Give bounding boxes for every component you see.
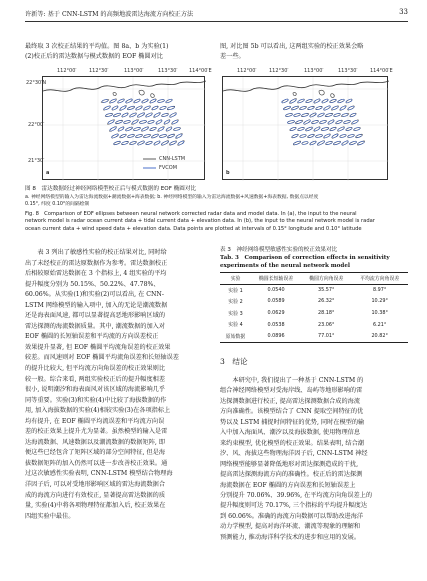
- legend-label-fvcom: FVCOM: [159, 165, 178, 171]
- text-line: 图, 对比图 5b 可以看出, 这两组实验的校正效果会略: [220, 43, 364, 50]
- eof-ellipse: [137, 140, 145, 145]
- eof-ellipse: [297, 99, 304, 104]
- eof-ellipse: [323, 105, 331, 111]
- eof-ellipse: [307, 106, 315, 111]
- table-row: [220, 307, 408, 319]
- eof-ellipse: [103, 106, 110, 111]
- panel-label-b: b: [226, 170, 230, 176]
- text-line: 海流数据在 EOF 椭圆的方向误差和长短轴误差上: [220, 481, 356, 489]
- eof-ellipse: [153, 112, 161, 118]
- table-row: [220, 284, 408, 296]
- table-cell: 28.18°: [318, 310, 335, 317]
- text-line: 成的海流方向进行有效校正, 显著提高雷达数据的质: [25, 491, 166, 499]
- eof-ellipse: [109, 126, 116, 131]
- eof-ellipse: [135, 106, 142, 111]
- eof-ellipse: [161, 140, 169, 145]
- text-line: 势以及 LSTM 捕捉时间特征的优势, 同时在模型的输: [220, 418, 365, 426]
- legend-swatches: [143, 154, 157, 174]
- eof-ellipse: [178, 141, 185, 146]
- eof-ellipse: [340, 134, 347, 138]
- text-line: 提升幅度则可达 70.17%, 三个指标的平均提升幅度达: [220, 502, 368, 510]
- eof-ellipse: [153, 140, 160, 145]
- column-header: 平均流方向角误差: [351, 273, 408, 285]
- eof-ellipse: [125, 98, 133, 103]
- text-line: 洋因子后, 可以对受地形影响区域的雷达海流数据合: [25, 481, 166, 489]
- eof-ellipse: [111, 133, 119, 138]
- eof-ellipse: [169, 112, 177, 118]
- page-number: 33: [399, 8, 408, 16]
- table-cell: 10.29°: [371, 298, 388, 305]
- text-line: 拔数据矩阵的加入仍然可以进一步改善校正效果。通: [25, 459, 168, 467]
- coastline: [223, 81, 389, 91]
- eof-ellipse: [325, 113, 334, 118]
- text-line: 四组实验中最佳。: [25, 512, 75, 520]
- x-tick-label: 114°00′E: [370, 68, 393, 74]
- eof-ellipse: [132, 120, 139, 125]
- map-legend: [143, 154, 203, 174]
- eof-ellipse: [111, 105, 118, 110]
- text-line: (2)校正后的雷达数据与模式数据的 EOF 椭圆对比: [25, 53, 163, 61]
- x-tick-label: 113°30′: [338, 68, 358, 74]
- results-table: [220, 272, 408, 343]
- eof-ellipse: [137, 112, 145, 117]
- text-line: 同等重要。实验(3)和实验(4)中比较了海拔数据的作: [25, 396, 167, 404]
- text-line: 到 60.06%。准确的海流方向数据可以帮助改进海洋: [220, 512, 364, 520]
- eof-ellipse: [155, 119, 162, 124]
- column-header: 椭圆长短轴误差: [251, 273, 301, 285]
- conclusion-paragraph: [220, 376, 408, 543]
- section-title-conclusion: 3 结论: [220, 357, 248, 366]
- text-line: 组合神经网络模型对受海岸线、岛屿等地形影响的雷: [220, 387, 363, 395]
- text-line: experiments of the neural network model: [220, 263, 351, 269]
- eof-ellipse: [283, 106, 291, 111]
- table-cell: 原始数据: [220, 330, 251, 342]
- eof-ellipse: [161, 113, 169, 118]
- table-row: [220, 296, 408, 308]
- text-line: EOF 椭圆的长短轴误差和平均流的方向误差校正: [25, 333, 159, 341]
- eof-ellipse: [313, 98, 321, 103]
- table-header-row: [220, 273, 408, 285]
- column-header: 椭圆方向角误差: [301, 273, 351, 285]
- table-cell: 10.38°: [371, 310, 388, 317]
- eof-ellipse: [149, 127, 156, 132]
- text-line: 60.06%。从实验(1)和实验(2)可以看出, 在 CNN-: [25, 291, 164, 299]
- eof-ellipse: [135, 134, 143, 138]
- text-line: Tab. 3 Comparison of correction effects in sensitivity: [220, 255, 390, 261]
- eof-ellipse: [354, 127, 361, 131]
- x-tick-label: 112°00′: [237, 68, 257, 74]
- eof-ellipse: [289, 98, 297, 104]
- text-line: 本研究中, 我们提出了一种基于 CNN-LSTM 的: [220, 377, 364, 384]
- text-line: 提升幅度分别为 50.15%、50.22%、47.78%、: [25, 280, 160, 288]
- table-cell: 0.0896: [251, 330, 301, 342]
- running-header-authors: 许新等: 基于 CNN-LSTM 的高频地波雷达海流方向校正方法: [25, 11, 194, 18]
- eof-ellipse: [175, 133, 182, 138]
- eof-ellipse: [127, 134, 135, 138]
- text-line: 入中加入海面风、潮汐以及海拔数据, 使用物理信息: [220, 429, 361, 437]
- figure-caption-en: [25, 211, 408, 233]
- running-header: [25, 8, 408, 22]
- table-cell: 实验 3: [228, 310, 243, 317]
- y-tick-label: 21°30′: [28, 158, 45, 164]
- text-line: 差的校正效果上提升尤为显著。虽然模型的输入是雷: [25, 428, 168, 436]
- eof-ellipse: [333, 113, 341, 117]
- text-line: 后相较原始雷达数据在 3 个指标上, 4 组实验的平均: [25, 270, 167, 278]
- eof-ellipse: [321, 98, 328, 103]
- eof-ellipse: [297, 127, 305, 132]
- text-line: 最终取 3 次校正结果的平均值。图 8a、b 为实验(1): [25, 43, 169, 50]
- eof-ellipse: [107, 119, 115, 125]
- table-cell: 23.06°: [318, 321, 335, 328]
- table-cell: 77.01°: [301, 330, 351, 342]
- eof-ellipse: [115, 120, 123, 125]
- eof-ellipse: [121, 141, 129, 146]
- table-cell: 0.0538: [267, 321, 285, 328]
- legend-label-cnn-lstm: CNN-LSTM: [159, 156, 186, 162]
- text-line: 便这些已经包含了矩阵区域的部分空间特征, 但是海: [25, 449, 166, 457]
- eof-ellipse: [343, 120, 351, 124]
- text-line: 量, 实验(4)中将各项物理特征都加入后, 校正效果在: [25, 502, 166, 510]
- eof-ellipse: [339, 105, 347, 111]
- eof-ellipse: [117, 99, 124, 104]
- eof-ellipse: [314, 126, 321, 131]
- text-line: 的提升比较大, 但平均流方向角误差的校正效果则比: [25, 365, 166, 373]
- x-tick-label: 112°00′: [57, 68, 77, 74]
- eof-ellipse: [118, 126, 125, 131]
- table-cell: 实验 1: [228, 287, 243, 294]
- text-line: network model is radar ocean current data + tidal current data + elevation data. In (b), the input to the neural network model is radar: [25, 218, 375, 225]
- text-line: 表 3 列出了敏感性实验的校正结果对比, 同时给: [25, 249, 167, 256]
- text-line: 还是海表面风速, 都可以显著提高恶地形影响区域的: [25, 312, 166, 320]
- eof-ellipse: [125, 127, 133, 132]
- eof-ellipse: [143, 106, 150, 111]
- table-caption-en: [220, 254, 408, 270]
- eof-ellipse: [122, 113, 129, 118]
- eof-ellipse: [119, 105, 127, 112]
- eof-ellipse: [172, 120, 179, 125]
- text-line: 0.15°, 纬度 0.10°的间隔绘制: [25, 202, 90, 207]
- eof-ellipse-field: [101, 98, 185, 146]
- eof-ellipse: [301, 113, 309, 118]
- text-line: ocean current data + wind speed data + elevation data. Data points are plotted at intervals of 0.15° longitude and 0.10° latitude: [25, 225, 362, 232]
- text-line: 雷达探测的海流数据质量。其中, 潮流数据的加入对: [25, 322, 166, 330]
- text-line: 过这次敏感性实验表明, CNN-LSTM 模型结合物理海: [25, 470, 173, 478]
- eof-ellipse: [158, 126, 165, 131]
- eof-ellipse: [175, 133, 183, 140]
- table-cell: 实验 2: [228, 298, 243, 305]
- text-line: 动力学模型, 提高对海洋环流、潮流等现象的理解和: [220, 523, 361, 531]
- text-line: 方向准确性。该模型结合了 CNN 提取空间特征的优: [220, 408, 364, 416]
- text-line: 出了未经校正的雷达原数据作为参考。雷达数据校正: [25, 259, 168, 267]
- x-tick-label: 113°00′: [304, 68, 324, 74]
- text-line: 较一般。综合来看, 两组实验校正后的提升幅度相差: [25, 375, 166, 383]
- eof-ellipse: [300, 106, 306, 110]
- eof-ellipse: [165, 99, 172, 104]
- map-panel-a: [26, 68, 212, 180]
- table-caption-zh: 表 3 神经网络模型敏感性实验的校正效果对比: [220, 247, 338, 253]
- eof-ellipse: [144, 134, 151, 138]
- text-line: a. 神经网络模型的输入为雷达海流数据+潮流数据+海表数据; b. 神经网络模型的输入为雷达海流数据+风速数据+海表数据, 数据点以经度: [25, 195, 319, 200]
- coastline: [43, 81, 206, 91]
- eof-ellipse: [281, 99, 289, 104]
- text-line: 效果提升显著, 但 EOF 椭圆平均流角误差的校正效果: [25, 343, 171, 351]
- text-line: LSTM 网络模型的输入项中, 加入的无论是潮流数据: [25, 301, 168, 309]
- table-cell: 0.0629: [267, 310, 285, 317]
- eof-ellipse: [102, 99, 108, 103]
- column-header: 实验: [220, 273, 251, 285]
- eof-ellipse-field: [281, 98, 365, 146]
- x-tick-label: 112°30′: [89, 68, 109, 74]
- eof-ellipse: [145, 113, 152, 118]
- text-line: 分别提升 70.06%、39.96%, 在平均流方向角误差上的: [220, 491, 373, 499]
- table-cell: 0.0589: [267, 298, 285, 305]
- text-line: 达海流数据、风速数据以及潮流数据的数据矩阵, 即: [25, 438, 166, 446]
- eof-ellipse: [348, 134, 355, 138]
- text-line: 汐、风、海拔这些物理海洋因子后, CNN-LSTM 神经: [220, 450, 368, 458]
- eof-ellipse: [303, 119, 311, 125]
- eof-ellipse: [317, 140, 325, 145]
- eof-ellipse: [302, 141, 309, 144]
- eof-ellipse: [164, 119, 171, 124]
- x-tick-label: 113°00′: [124, 68, 144, 74]
- eof-ellipse: [141, 98, 149, 103]
- left-top-paragraph: [25, 42, 212, 63]
- table-cell: 26.32°: [318, 298, 335, 305]
- panel-label-a: a: [46, 170, 50, 176]
- table-cell: 20.82°: [351, 330, 408, 342]
- eof-ellipse: [347, 106, 354, 111]
- text-line: 网络模型能够显著降低地形对雷达探测造成的干扰,: [220, 460, 359, 468]
- text-line: 很小, 说明潮汐和海表面风对该区域的海流影响几乎: [25, 386, 166, 394]
- eof-ellipse: [320, 120, 327, 124]
- x-tick-label: 114°00′E: [189, 68, 212, 74]
- eof-ellipse: [349, 141, 357, 146]
- eof-ellipse: [337, 127, 344, 132]
- eof-ellipse: [340, 105, 347, 110]
- text-line: 提高雷达探测海流方向的准确性。校正后的雷达探测: [220, 471, 363, 479]
- text-line: 达探测数据进行校正, 提高雷达探测数据合成的海流: [220, 397, 361, 405]
- eof-ellipse: [327, 119, 334, 124]
- eof-ellipse: [131, 119, 139, 125]
- eof-ellipse: [141, 127, 149, 132]
- table-cell: 6.21°: [373, 321, 387, 328]
- text-line: 来约束模型, 优化模型的校正效果。结果表明, 结合潮: [220, 439, 364, 447]
- eof-ellipse: [331, 106, 338, 111]
- eof-ellipse: [289, 98, 296, 103]
- eof-ellipse: [346, 99, 353, 104]
- text-line: Fig. 8 Comparison of EOF ellipses between neural network corrected radar data and model data. In (a), the input to the neural: [25, 211, 357, 217]
- text-line: 用, 加入海拔数据的实验(4)相较实验(3)在各项指标上: [25, 407, 171, 415]
- table-cell: 8.97°: [373, 287, 387, 294]
- table-cell: 35.57°: [318, 287, 335, 294]
- table-cell: 0.0540: [267, 287, 285, 294]
- eof-ellipse: [157, 126, 165, 132]
- eof-ellipse: [150, 99, 157, 104]
- map-panel-b: [222, 68, 393, 180]
- figure-note-zh: [25, 194, 408, 208]
- eof-ellipse: [337, 99, 345, 104]
- eof-ellipse: [324, 134, 331, 139]
- eof-ellipse: [166, 126, 173, 131]
- text-line: 均有提升, 在 EOF 椭圆平均流误差和平均流方向误: [25, 417, 165, 425]
- x-tick-label: 112°30′: [269, 68, 289, 74]
- eof-ellipse: [174, 127, 181, 130]
- eof-ellipse: [119, 105, 126, 110]
- right-top-paragraph: [220, 42, 408, 63]
- eof-ellipse: [133, 99, 140, 104]
- eof-ellipse: [151, 134, 159, 139]
- x-tick-label: 113°30′: [158, 68, 178, 74]
- eof-ellipse: [105, 113, 113, 118]
- eof-ellipse: [108, 120, 115, 125]
- eof-ellipse: [153, 112, 160, 117]
- figure-caption-zh: 图 8 雷达数据经过神经网络模型校正后与模式数据的 EOF 椭圆对比: [25, 186, 197, 192]
- eof-ellipse: [331, 133, 338, 138]
- table-row: [220, 319, 408, 331]
- eof-ellipse: [341, 140, 349, 146]
- eof-ellipse: [300, 134, 306, 137]
- table-cell: 实验 4: [228, 322, 243, 329]
- left-body-paragraph: [25, 248, 212, 522]
- y-tick-label: 22°30′N: [26, 80, 47, 86]
- table-row: [220, 330, 408, 342]
- map-b-graphic: [223, 77, 389, 181]
- y-tick-label: 22°00′: [28, 122, 45, 128]
- eof-ellipse: [317, 113, 325, 118]
- eof-ellipse: [305, 127, 313, 132]
- text-line: 较差。而风速则对 EOF 椭圆平均流角误差和长短轴误差: [25, 354, 179, 362]
- text-line: 预测能力, 推动海洋科学技术的进步和应用的发展。: [220, 533, 361, 541]
- eof-ellipse: [342, 113, 348, 117]
- text-line: 差一些。: [220, 53, 245, 61]
